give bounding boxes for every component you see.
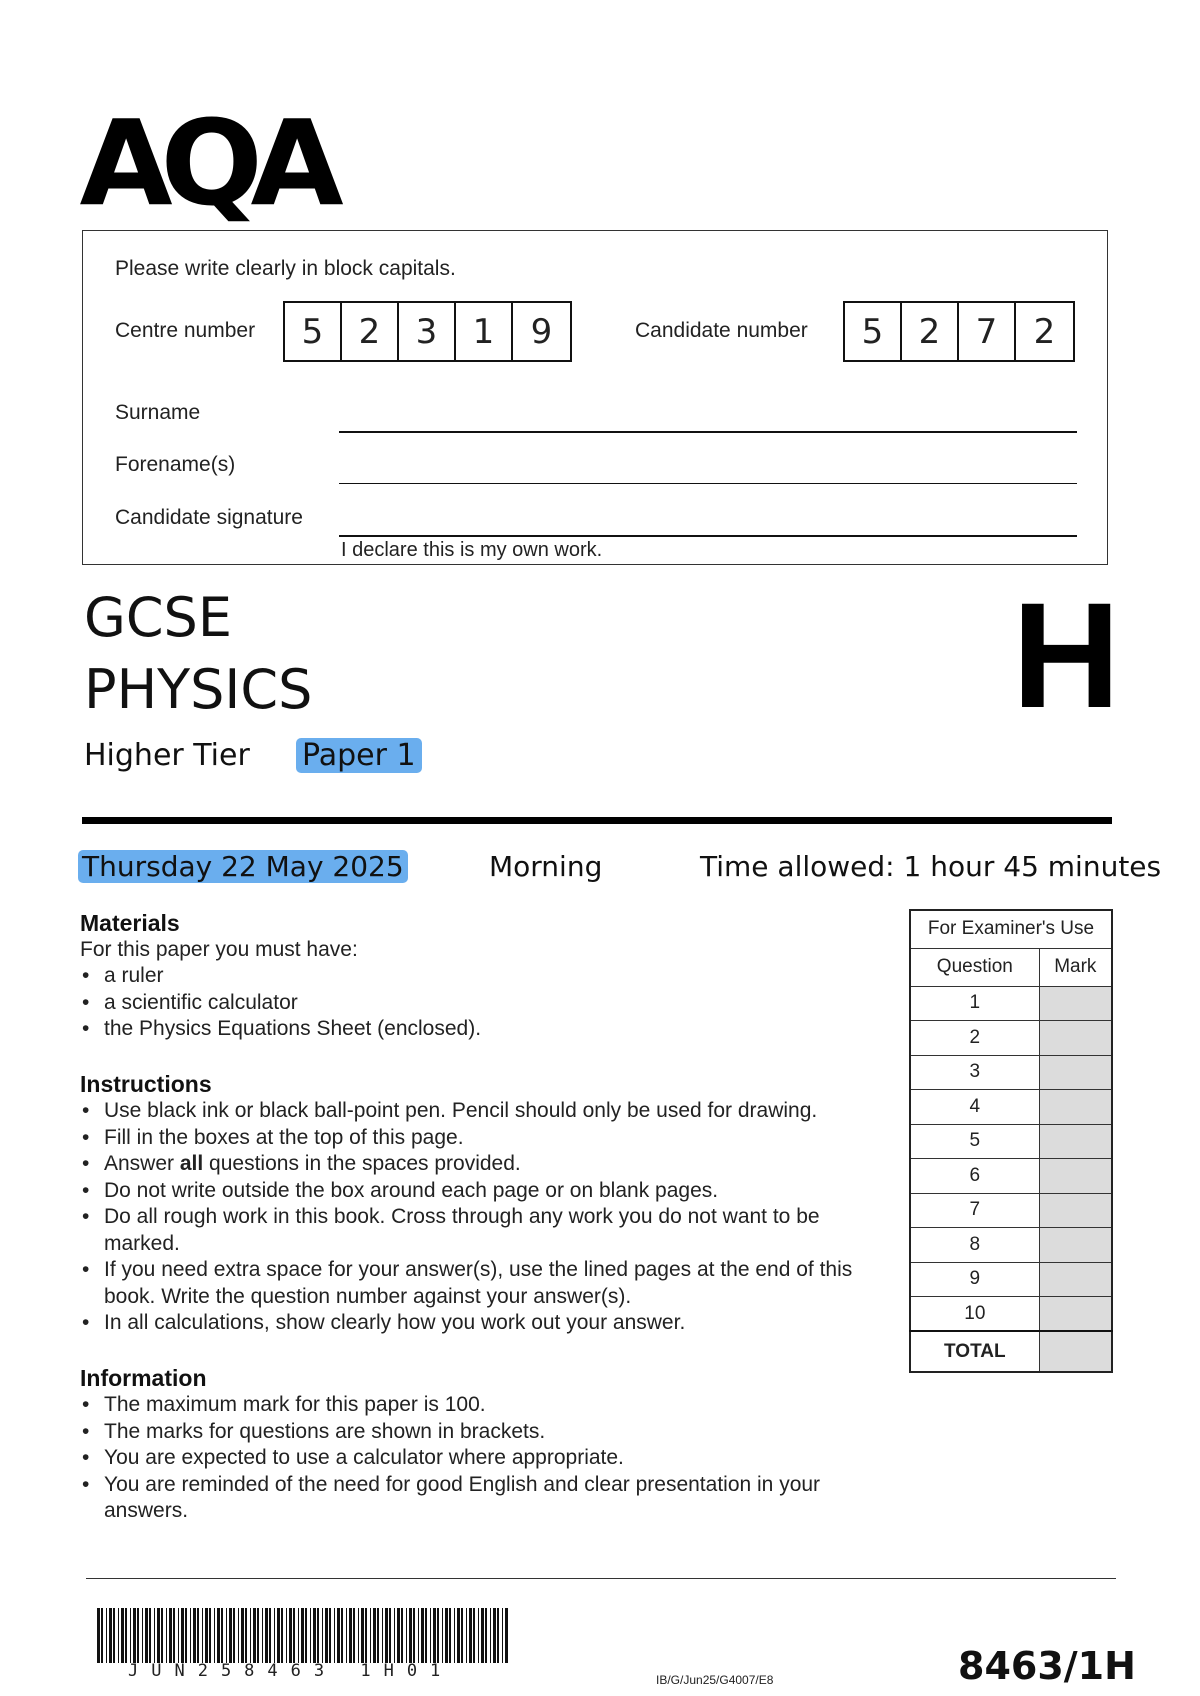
candidate-number-label: Candidate number	[635, 319, 808, 342]
list-item: • In all calculations, show clearly how you work out your answer.	[80, 1310, 870, 1337]
forename-label: Forename(s)	[115, 453, 236, 476]
table-row	[910, 1159, 1112, 1194]
question-number: 7	[910, 1193, 1039, 1228]
centre-number-boxes[interactable]	[283, 301, 572, 362]
materials-list	[80, 963, 880, 1043]
centre-number-label: Centre number	[115, 319, 256, 342]
question-number: 4	[910, 1090, 1039, 1125]
materials-intro: For this paper you must have:	[80, 938, 358, 961]
barcode-number: JUN258463 1H01	[128, 1661, 454, 1681]
question-number: 8	[910, 1228, 1039, 1263]
list-item-text: questions in the spaces provided.	[203, 1152, 521, 1175]
mark-cell[interactable]	[1039, 1262, 1112, 1297]
exam-session: Morning	[489, 850, 603, 883]
table-row	[910, 1090, 1112, 1125]
title-divider	[82, 817, 1112, 824]
total-label: TOTAL	[910, 1331, 1039, 1372]
list-item	[80, 1151, 870, 1178]
exam-date: Thursday 22 May 2025	[78, 850, 408, 883]
candidate-digit[interactable]: 2	[1033, 311, 1056, 352]
candidate-digit[interactable]: 7	[959, 303, 1016, 360]
footer-divider	[86, 1578, 1116, 1579]
mark-cell[interactable]	[1039, 1159, 1112, 1194]
declaration-text: I declare this is my own work.	[341, 539, 603, 561]
forename-field[interactable]	[339, 483, 1077, 484]
table-row	[910, 1124, 1112, 1159]
total-mark-cell[interactable]	[1039, 1331, 1112, 1372]
question-number: 2	[910, 1021, 1039, 1056]
instructions-heading: Instructions	[80, 1071, 212, 1097]
candidate-number-boxes[interactable]	[843, 301, 1075, 362]
mark-cell[interactable]	[1039, 986, 1112, 1021]
mark-cell[interactable]	[1039, 1297, 1112, 1332]
question-number: 9	[910, 1262, 1039, 1297]
list-item: • If you need extra space for your answer(s), use the lined pages at the end of this book. Write the question number against your answer(s).	[80, 1257, 860, 1310]
candidate-digit[interactable]: 2	[902, 303, 959, 360]
emphasis-text: all	[179, 1152, 204, 1175]
list-item: • Fill in the boxes at the top of this page.	[80, 1125, 870, 1152]
question-number: 1	[910, 986, 1039, 1021]
table-row	[910, 1021, 1112, 1056]
mark-cell[interactable]	[1039, 1228, 1112, 1263]
mark-column-header: Mark	[1039, 948, 1112, 986]
information-heading: Information	[80, 1365, 207, 1391]
mark-cell[interactable]	[1039, 1124, 1112, 1159]
list-item: • You are expected to use a calculator where appropriate.	[80, 1445, 840, 1472]
mark-cell[interactable]	[1039, 1055, 1112, 1090]
examiner-use-table	[909, 909, 1113, 1373]
surname-field[interactable]	[339, 431, 1077, 433]
block-capitals-instruction: Please write clearly in block capitals.	[115, 257, 456, 280]
list-item: • Do not write outside the box around each page or on blank pages.	[80, 1178, 870, 1205]
centre-digit[interactable]: 5	[285, 303, 342, 360]
surname-label: Surname	[115, 401, 201, 424]
tier-label: Higher Tier	[84, 738, 250, 773]
total-row	[910, 1331, 1112, 1372]
reference-code: IB/G/Jun25/G4007/E8	[656, 1673, 774, 1687]
candidate-details-box	[82, 230, 1108, 565]
table-row	[910, 1297, 1112, 1332]
subject-title: PHYSICS	[84, 658, 313, 721]
table-row	[910, 1228, 1112, 1263]
aqa-logo: AQA	[79, 94, 332, 232]
centre-digit[interactable]: 3	[399, 303, 456, 360]
qualification-title: GCSE	[84, 586, 232, 649]
barcode-image	[97, 1608, 513, 1663]
question-column-header: Question	[910, 948, 1039, 986]
list-item: • a scientific calculator	[80, 990, 880, 1017]
mark-cell[interactable]	[1039, 1193, 1112, 1228]
list-item-text: Answer	[104, 1152, 180, 1175]
question-number: 10	[910, 1297, 1039, 1332]
mark-cell[interactable]	[1039, 1090, 1112, 1125]
table-row	[910, 1055, 1112, 1090]
centre-digit[interactable]: 2	[342, 303, 399, 360]
centre-digit[interactable]: 1	[456, 303, 513, 360]
table-row	[910, 986, 1112, 1021]
list-item: • the Physics Equations Sheet (enclosed).	[80, 1016, 880, 1043]
list-item: • The maximum mark for this paper is 100.	[80, 1392, 840, 1419]
table-row	[910, 1193, 1112, 1228]
candidate-digit[interactable]: 5	[845, 303, 902, 360]
mark-cell[interactable]	[1039, 1021, 1112, 1056]
list-item: • a ruler	[80, 963, 880, 990]
list-item: • The marks for questions are shown in brackets.	[80, 1419, 840, 1446]
signature-label: Candidate signature	[115, 506, 303, 529]
examiner-table-title: For Examiner's Use	[910, 910, 1112, 948]
materials-heading: Materials	[80, 910, 180, 936]
time-allowed: Time allowed: 1 hour 45 minutes	[700, 850, 1162, 883]
question-number: 3	[910, 1055, 1039, 1090]
instructions-list	[80, 1098, 870, 1337]
tier-letter: H	[1012, 571, 1121, 739]
signature-field[interactable]	[339, 535, 1077, 537]
paper-label: Paper 1	[296, 738, 422, 773]
information-list	[80, 1392, 840, 1525]
centre-digit[interactable]: 9	[530, 311, 553, 352]
question-number: 5	[910, 1124, 1039, 1159]
list-item: • You are reminded of the need for good English and clear presentation in your answers.	[80, 1472, 840, 1525]
paper-code: 8463/1H	[958, 1644, 1136, 1688]
list-item: • Do all rough work in this book. Cross through any work you do not want to be marked.	[80, 1204, 860, 1257]
list-item: • Use black ink or black ball-point pen. Pencil should only be used for drawing.	[80, 1098, 870, 1125]
table-row	[910, 1262, 1112, 1297]
question-number: 6	[910, 1159, 1039, 1194]
